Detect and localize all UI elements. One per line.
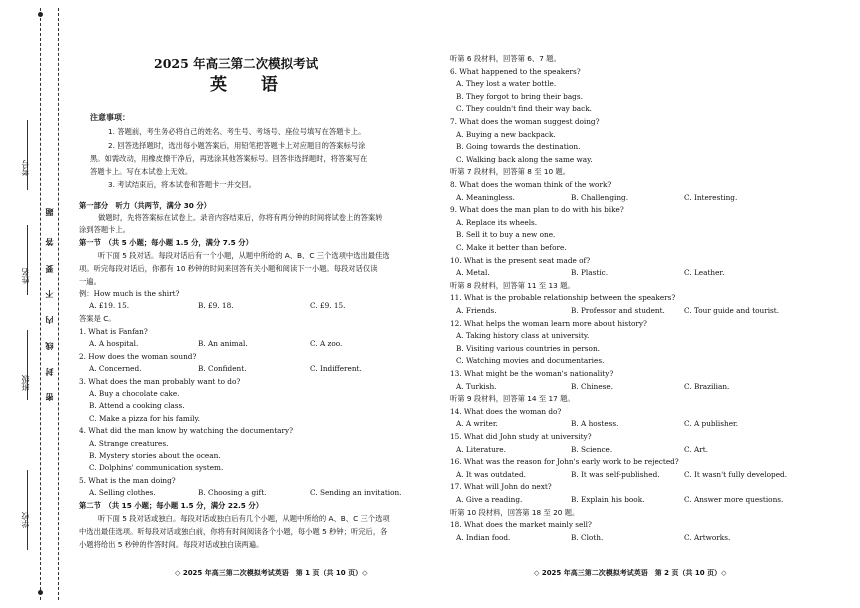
question-stem: 5. What is the man doing?	[79, 475, 176, 485]
answer-option: C. Interesting.	[684, 192, 738, 202]
notes-line: 1. 答题前，考生务必将自己的姓名、考生号、考场号、座位号填写在答题卡上。	[108, 127, 366, 136]
question-stem: 16. What was the reason for John's early work to be rejected?	[450, 457, 679, 467]
answer-option: C. Dolphins' communication system.	[89, 463, 224, 473]
binding-strip	[0, 0, 70, 608]
label-exam-number: 考号	[21, 160, 30, 176]
answer-option: B. Plastic.	[571, 268, 609, 278]
answer-option: C. Leather.	[684, 268, 725, 278]
answer-option: C. Tour guide and tourist.	[684, 306, 780, 315]
question-stem: 10. What is the present seat made of?	[450, 255, 591, 265]
answer-option: C. Indifferent.	[310, 364, 362, 374]
question-stem: 4. What did the man know by watching the documentary?	[79, 426, 294, 436]
answer-option: C. Answer more questions.	[684, 495, 784, 504]
question-stem: 6. What happened to the speakers?	[450, 66, 581, 76]
answer-option: B. Professor and student.	[571, 306, 665, 315]
warning-char: 内	[45, 316, 54, 324]
answer-option: A. It was outdated.	[456, 469, 526, 479]
answer-option: B. Chinese.	[571, 381, 614, 391]
example-option: C. £9. 15.	[310, 301, 346, 310]
binding-dot	[38, 590, 43, 595]
label-class: 班级	[21, 375, 30, 391]
warning-char: 不	[45, 290, 54, 298]
warning-char: 要	[45, 265, 54, 273]
answer-option: C. A zoo.	[310, 339, 343, 349]
answer-option: B. Attend a cooking class.	[89, 401, 185, 411]
material-instruction: 听第 7 段材料，回答第 8 至 10 题。	[450, 167, 571, 177]
question-stem: 9. What does the man plan to do with his bike?	[450, 205, 624, 215]
answer-option: B. Visiting various countries in person.	[456, 343, 600, 353]
question-stem: 17. What will John do next?	[450, 482, 552, 492]
exam-title: 2025 年高三第二次模拟考试	[154, 56, 319, 71]
question-stem: 14. What does the woman do?	[450, 406, 562, 416]
notes-line: 3. 考试结束后，将本试卷和答题卡一并交回。	[108, 180, 256, 189]
answer-option: B. Going towards the destination.	[456, 142, 581, 152]
notes-heading: 注意事项：	[90, 113, 130, 122]
answer-option: B. It was self-published.	[571, 469, 660, 479]
warning-char: 题	[45, 208, 54, 216]
answer-option: A. Friends.	[456, 306, 497, 315]
answer-option: B. Cloth.	[571, 532, 604, 542]
answer-option: C. Make a pizza for his family.	[89, 413, 200, 423]
answer-option: C. Sending an invitation.	[310, 488, 402, 498]
answer-option: A. Selling clothes.	[89, 488, 156, 498]
section2-heading: 第二节 （共 15 小题；每小题 1.5 分，满分 22.5 分）	[79, 501, 264, 510]
answer-option: C. It wasn't fully developed.	[684, 469, 788, 479]
section2-intro: 中选出最佳选项。听每段对话或独白前，你将有时间阅读各个小题，每小题 5 秒钟；听完后，各	[79, 527, 388, 536]
answer-option: A. They lost a water bottle.	[456, 79, 557, 89]
question-stem: 13. What might be the woman's nationality?	[450, 369, 614, 378]
answer-option: B. A hostess.	[571, 419, 619, 429]
answer-option: A. Meaningless.	[456, 192, 515, 202]
answer-option: A. Replace its wheels.	[456, 217, 538, 227]
answer-option: B. Science.	[571, 444, 613, 454]
section1-intro: 听下面 5 段对话。每段对话后有一个小题，从题中所给的 A、B、C 三个选项中选出最佳选	[98, 251, 390, 260]
answer-option: B. Challenging.	[571, 192, 629, 202]
answer-option: C. Watching movies and documentaries.	[456, 356, 605, 366]
answer-option: C. Walking back along the same way.	[456, 154, 593, 164]
subject-title: 英 语	[210, 75, 292, 95]
cut-line-outer	[40, 8, 41, 600]
answer-option: C. Brazilian.	[684, 381, 730, 391]
question-stem: 1. What is Fanfan?	[79, 327, 148, 336]
answer-option: A. Taking history class at university.	[456, 331, 590, 341]
example-question: 例：How much is the shirt?	[79, 289, 180, 298]
question-stem: 8. What does the woman think of the work?	[450, 180, 612, 189]
question-stem: 2. How does the woman sound?	[79, 351, 197, 361]
answer-option: C. They couldn't find their way back.	[456, 104, 592, 114]
warning-char: 线	[45, 342, 54, 350]
section1-intro: 项。听完每段对话后，你都有 10 秒钟的时间来回答有关小题和阅读下一小题。每段对话仅读	[79, 264, 378, 273]
section1-heading: 第一节 （共 5 小题；每小题 1.5 分，满分 7.5 分）	[79, 238, 253, 247]
part1-intro: 涂到答题卡上。	[79, 225, 131, 234]
answer-option: B. Sell it to buy a new one.	[456, 230, 556, 240]
material-instruction: 听第 10 段材料，回答第 18 至 20 题。	[450, 507, 580, 517]
answer-option: B. Choosing a gift.	[198, 488, 267, 498]
answer-option: C. Make it better than before.	[456, 243, 567, 252]
answer-option: B. Confident.	[198, 364, 247, 374]
answer-option: B. Explain his book.	[571, 495, 645, 504]
answer-option: C. Artworks.	[684, 532, 731, 542]
answer-option: A. A hospital.	[89, 339, 139, 349]
material-instruction: 听第 8 段材料，回答第 11 至 13 题。	[450, 280, 575, 290]
answer-option: A. Give a reading.	[456, 495, 523, 504]
notes-line: 答题卡上。写在本试卷上无效。	[90, 167, 193, 176]
material-instruction: 听第 6 段材料，回答第 6、7 题。	[450, 54, 561, 63]
answer-option: A. Turkish.	[456, 381, 497, 391]
question-stem: 18. What does the market mainly sell?	[450, 520, 592, 530]
answer-option: A. Concerned.	[89, 364, 142, 374]
answer-option: A. Literature.	[456, 444, 506, 454]
notes-line: 黑。如需改动，用橡皮擦干净后，再选涂其他答案标号。回答非选择题时，将答案写在	[90, 154, 368, 163]
answer-option: B. They forgot to bring their bags.	[456, 91, 583, 101]
section2-intro: 听下面 5 段对话或独白。每段对话或独白后有几个小题，从题中所给的 A、B、C 三个选项	[98, 514, 390, 523]
question-stem: 7. What does the woman suggest doing?	[450, 117, 600, 126]
warning-char: 封	[45, 368, 54, 376]
notes-line: 2. 回答选择题时，选出每小题答案后，用铅笔把答题卡上对应题目的答案标号涂	[108, 141, 366, 150]
warning-char: 密	[45, 393, 54, 401]
example-answer: 答案是 C。	[79, 314, 116, 323]
answer-option: A. Indian food.	[456, 532, 511, 542]
page-footer-right: ◇ 2025 年高三第二次模拟考试英语 第 2 页（共 10 页）◇	[534, 569, 727, 577]
part1-intro: 做题时，先将答案标在试卷上。录音内容结束后，你将有两分钟的时间将试卷上的答案转	[98, 213, 383, 222]
answer-option: A. Buy a chocolate cake.	[89, 389, 180, 398]
cut-line-inner	[58, 8, 59, 600]
answer-option: A. A writer.	[456, 419, 498, 429]
question-stem: 3. What does the man probably want to do?	[79, 376, 241, 386]
answer-option: B. Mystery stories about the ocean.	[89, 451, 221, 460]
answer-option: B. An animal.	[198, 339, 248, 349]
page-footer-left: ◇ 2025 年高三第二次模拟考试英语 第 1 页（共 10 页）◇	[175, 569, 368, 577]
part1-heading: 第一部分 听力（共两节，满分 30 分）	[79, 201, 211, 210]
section2-intro: 小题将给出 5 秒钟的作答时间。每段对话或独白读两遍。	[79, 540, 264, 549]
material-instruction: 听第 9 段材料，回答第 14 至 17 题。	[450, 394, 575, 404]
question-stem: 12. What helps the woman learn more about history?	[450, 318, 647, 328]
label-school: 学校	[21, 512, 30, 528]
answer-option: A. Buying a new backpack.	[456, 129, 556, 139]
section1-intro: 一遍。	[79, 277, 101, 286]
warning-char: 答	[45, 238, 54, 246]
binding-dot	[38, 12, 43, 17]
example-option: B. £9. 18.	[198, 301, 234, 310]
answer-option: C. Art.	[684, 444, 708, 454]
answer-option: A. Strange creatures.	[89, 438, 169, 448]
question-stem: 15. What did John study at university?	[450, 432, 592, 441]
label-name: 姓名	[21, 268, 30, 284]
answer-option: C. A publisher.	[684, 419, 739, 429]
answer-option: A. Metal.	[456, 268, 490, 278]
example-option: A. £19. 15.	[89, 301, 130, 310]
question-stem: 11. What is the probable relationship between the speakers?	[450, 293, 676, 303]
